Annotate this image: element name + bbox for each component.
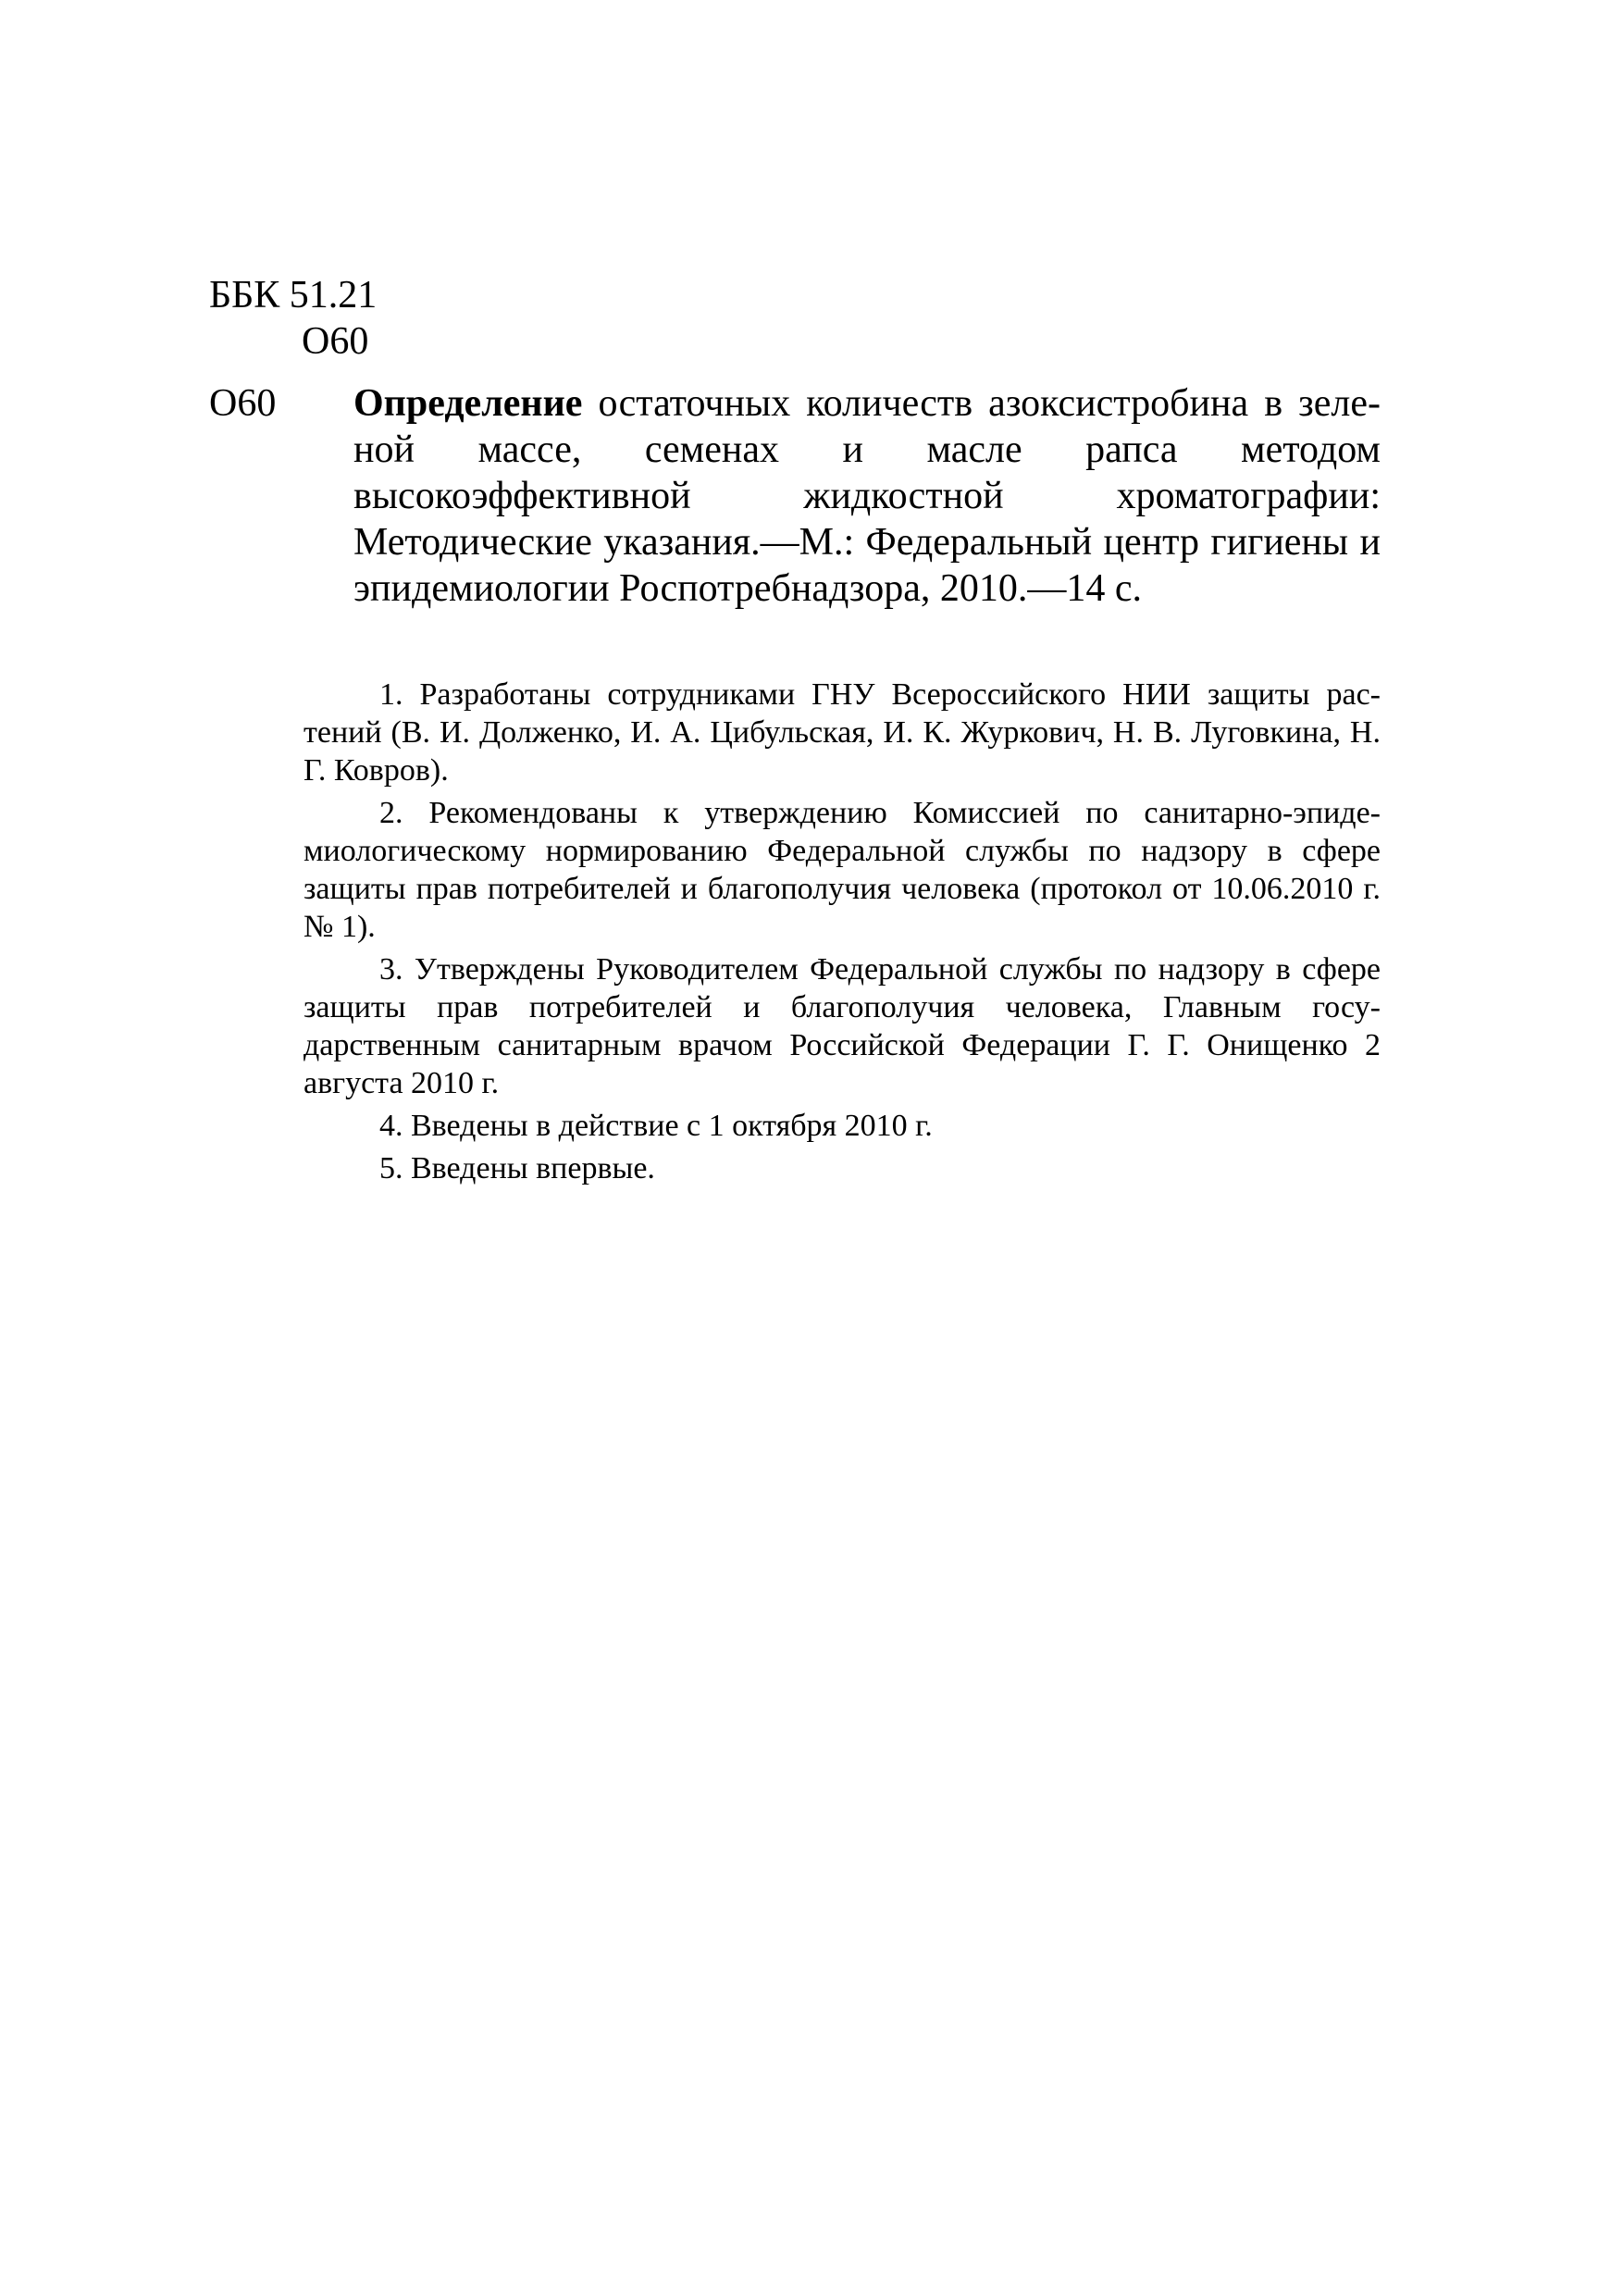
bbk-code: ББК 51.21 bbox=[209, 274, 378, 316]
bbk-author-sign: О60 bbox=[302, 320, 369, 363]
note-effective-date: 4. Введены в действие с 1 октября 2010 г. bbox=[379, 1109, 933, 1143]
entry-title-bold: Определение bbox=[353, 382, 583, 425]
note-recommended: 2. Рекомендованы к утверждению Комиссией по санитарно-эпидемиологическому нормированию Федеральной службы по надзору в сфере защиты прав потребителей и благополучия человека (протокол от 10.06.2010 г. № 1). bbox=[304, 796, 1381, 944]
bbk-index bbox=[209, 272, 377, 365]
entry-description bbox=[353, 380, 1381, 612]
entry-author-sign: О60 bbox=[209, 382, 277, 425]
bibliographic-entry bbox=[209, 380, 1381, 612]
note-developed-by: 1. Разработаны сотрудниками ГНУ Всероссийского НИИ защиты растений (В. И. Долженко, И. А. Цибульская, И. К. Журкович, Н. В. Луговкина, Н. Г. Ковров). bbox=[304, 677, 1381, 788]
note-first-edition: 5. Введены впервые. bbox=[379, 1151, 655, 1185]
publication-notes bbox=[304, 676, 1381, 1192]
entry-text: остаточных количеств азоксистробина в зеленой массе, семенах и масле рапса методом высокоэффективной жидкостной хроматографии: Методические указания.—М.: Федеральный центр гигиены и эпидемиологии Роспотребнадзора, 2010.—14 с. bbox=[353, 382, 1381, 610]
note-approved: 3. Утверждены Руководителем Федеральной службы по надзору в сфере защиты прав потребителей и благополучия человека, Главным государственным санитарным врачом Российской Федерации Г. Г. Онищенко 2 августа 2010 г. bbox=[304, 952, 1381, 1100]
